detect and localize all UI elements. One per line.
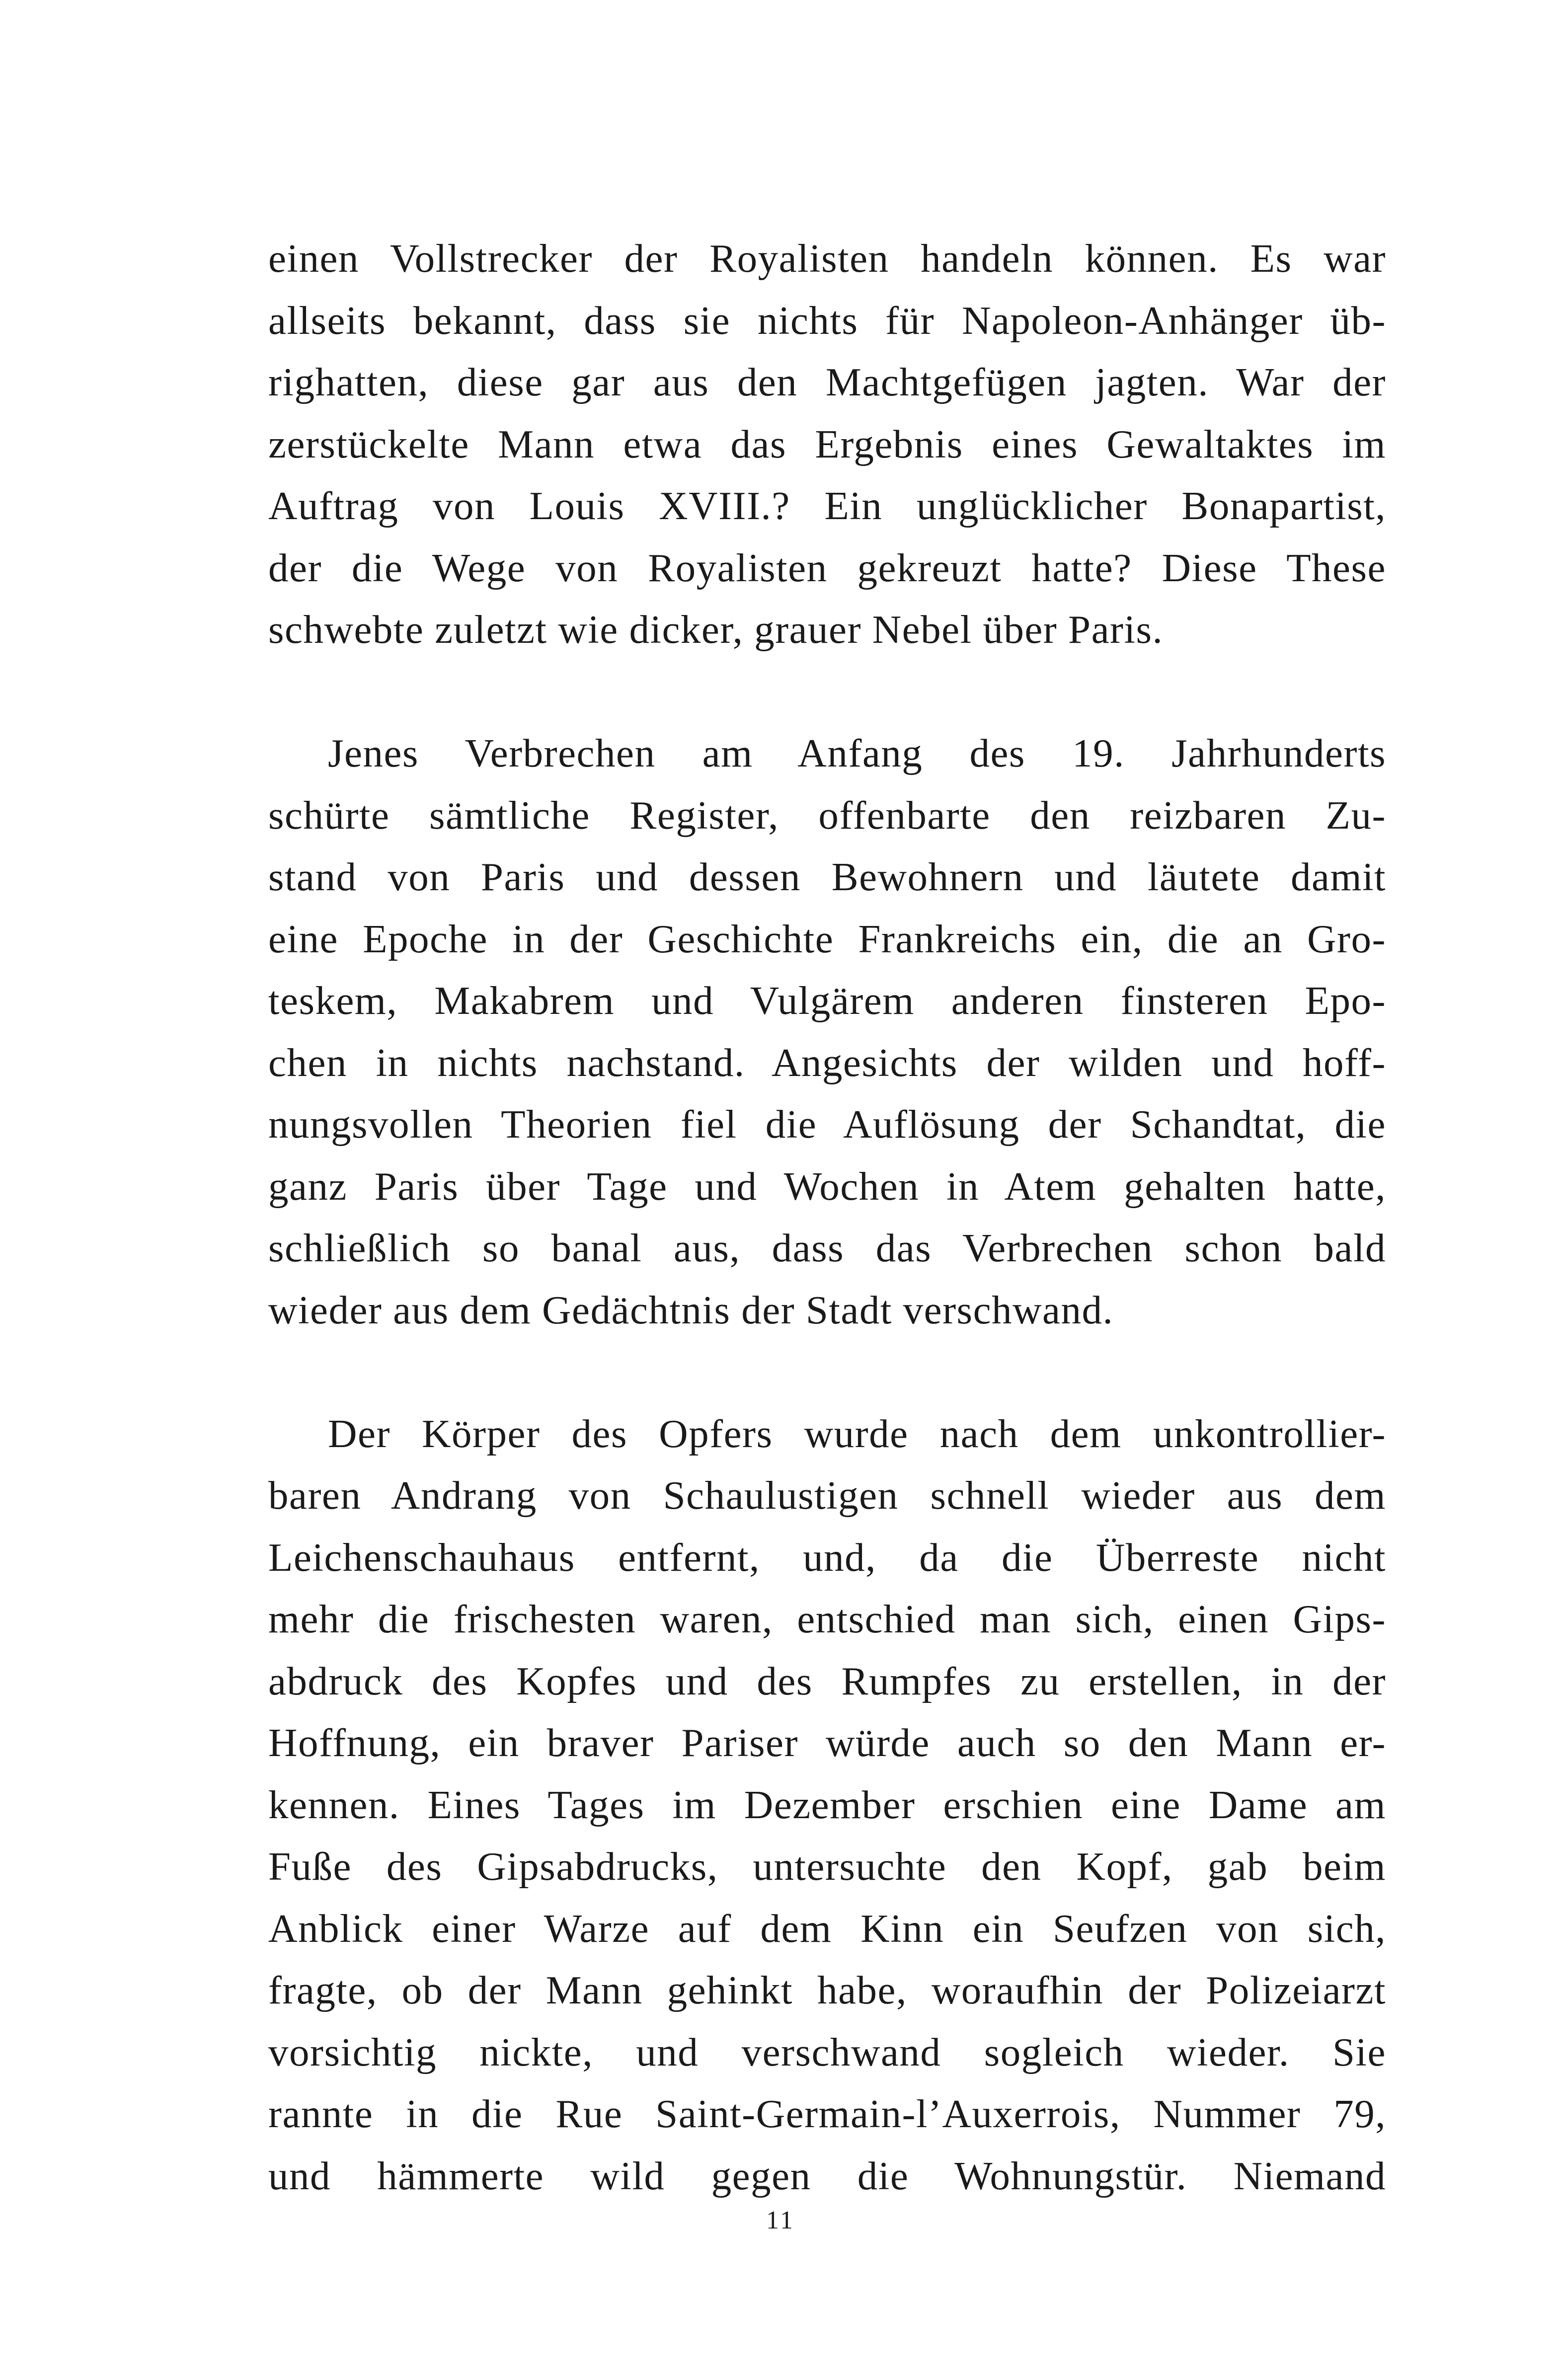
paragraph-gap — [268, 661, 1386, 723]
paragraph-gap — [268, 1341, 1386, 1403]
body-text — [268, 228, 1386, 2207]
text-line: schwebte zuletzt wie dicker, grauer Nebel über Paris. — [268, 607, 1164, 652]
text-line: mehr die frischesten waren, entschied man sich, einen Gips- — [268, 1597, 1386, 1641]
text-line: allseits bekannt, dass sie nichts für Napoleon-Anhänger üb- — [268, 298, 1386, 343]
text-line: der die Wege von Royalisten gekreuzt hatte? Diese These — [268, 545, 1386, 590]
text-line: ganz Paris über Tage und Wochen in Atem gehalten hatte, — [268, 1163, 1386, 1209]
text-line: Hoffnung, ein braver Pariser würde auch so den Mann er- — [268, 1720, 1386, 1765]
text-line: vorsichtig nickte, und verschwand sogleich wieder. Sie — [268, 2029, 1386, 2074]
page-number: 11 — [766, 2206, 795, 2234]
text-line: einen Vollstrecker der Royalisten handeln können. Es war — [268, 236, 1386, 281]
text-line: nungsvollen Theorien fiel die Auflösung der Schandtat, die — [268, 1102, 1386, 1147]
text-line: wieder aus dem Gedächtnis der Stadt verschwand. — [268, 1287, 1114, 1332]
text-line: baren Andrang von Schaulustigen schnell wieder aus dem — [268, 1473, 1386, 1518]
text-line: stand von Paris und dessen Bewohnern und läutete damit — [268, 854, 1386, 899]
text-line: schließlich so banal aus, dass das Verbrechen schon bald — [268, 1226, 1386, 1270]
text-line: schürte sämtliche Register, offenbarte den reizbaren Zu- — [268, 792, 1386, 838]
text-line: abdruck des Kopfes und des Rumpfes zu erstellen, in der — [268, 1658, 1386, 1703]
text-line: und hämmerte wild gegen die Wohnungstür. Niemand — [268, 2153, 1386, 2198]
text-line: Fuße des Gipsabdrucks, untersuchte den Kopf, gab beim — [268, 1844, 1386, 1889]
text-line: zerstückelte Mann etwa das Ergebnis eines Gewaltaktes im — [268, 421, 1386, 466]
text-line: kennen. Eines Tages im Dezember erschien eine Dame am — [268, 1782, 1386, 1827]
text-line: rannte in die Rue Saint-Germain-l’Auxerrois, Nummer 79, — [268, 2091, 1386, 2136]
paragraph-2 — [268, 722, 1386, 1341]
paragraph-3 — [268, 1403, 1386, 2207]
text-line: Jenes Verbrechen am Anfang des 19. Jahrhunderts — [328, 731, 1386, 775]
text-line: righatten, diese gar aus den Machtgefügen jagten. War der — [268, 360, 1386, 404]
text-line: chen in nichts nachstand. Angesichts der wilden und hoff- — [268, 1040, 1386, 1085]
text-line: eine Epoche in der Geschichte Frankreichs ein, die an Gro- — [268, 916, 1386, 961]
text-line: Anblick einer Warze auf dem Kinn ein Seufzen von sich, — [268, 1906, 1386, 1951]
text-line: fragte, ob der Mann gehinkt habe, woraufhin der Polizeiarzt — [268, 1968, 1386, 2012]
text-line: Der Körper des Opfers wurde nach dem unkontrollier- — [328, 1411, 1386, 1456]
text-line: Auftrag von Louis XVIII.? Ein unglücklicher Bonapartist, — [268, 483, 1386, 528]
text-line: Leichenschauhaus entfernt, und, da die Überreste nicht — [268, 1535, 1386, 1580]
paragraph-1 — [268, 228, 1386, 661]
text-line: teskem, Makabrem und Vulgärem anderen finsteren Epo- — [268, 978, 1386, 1023]
